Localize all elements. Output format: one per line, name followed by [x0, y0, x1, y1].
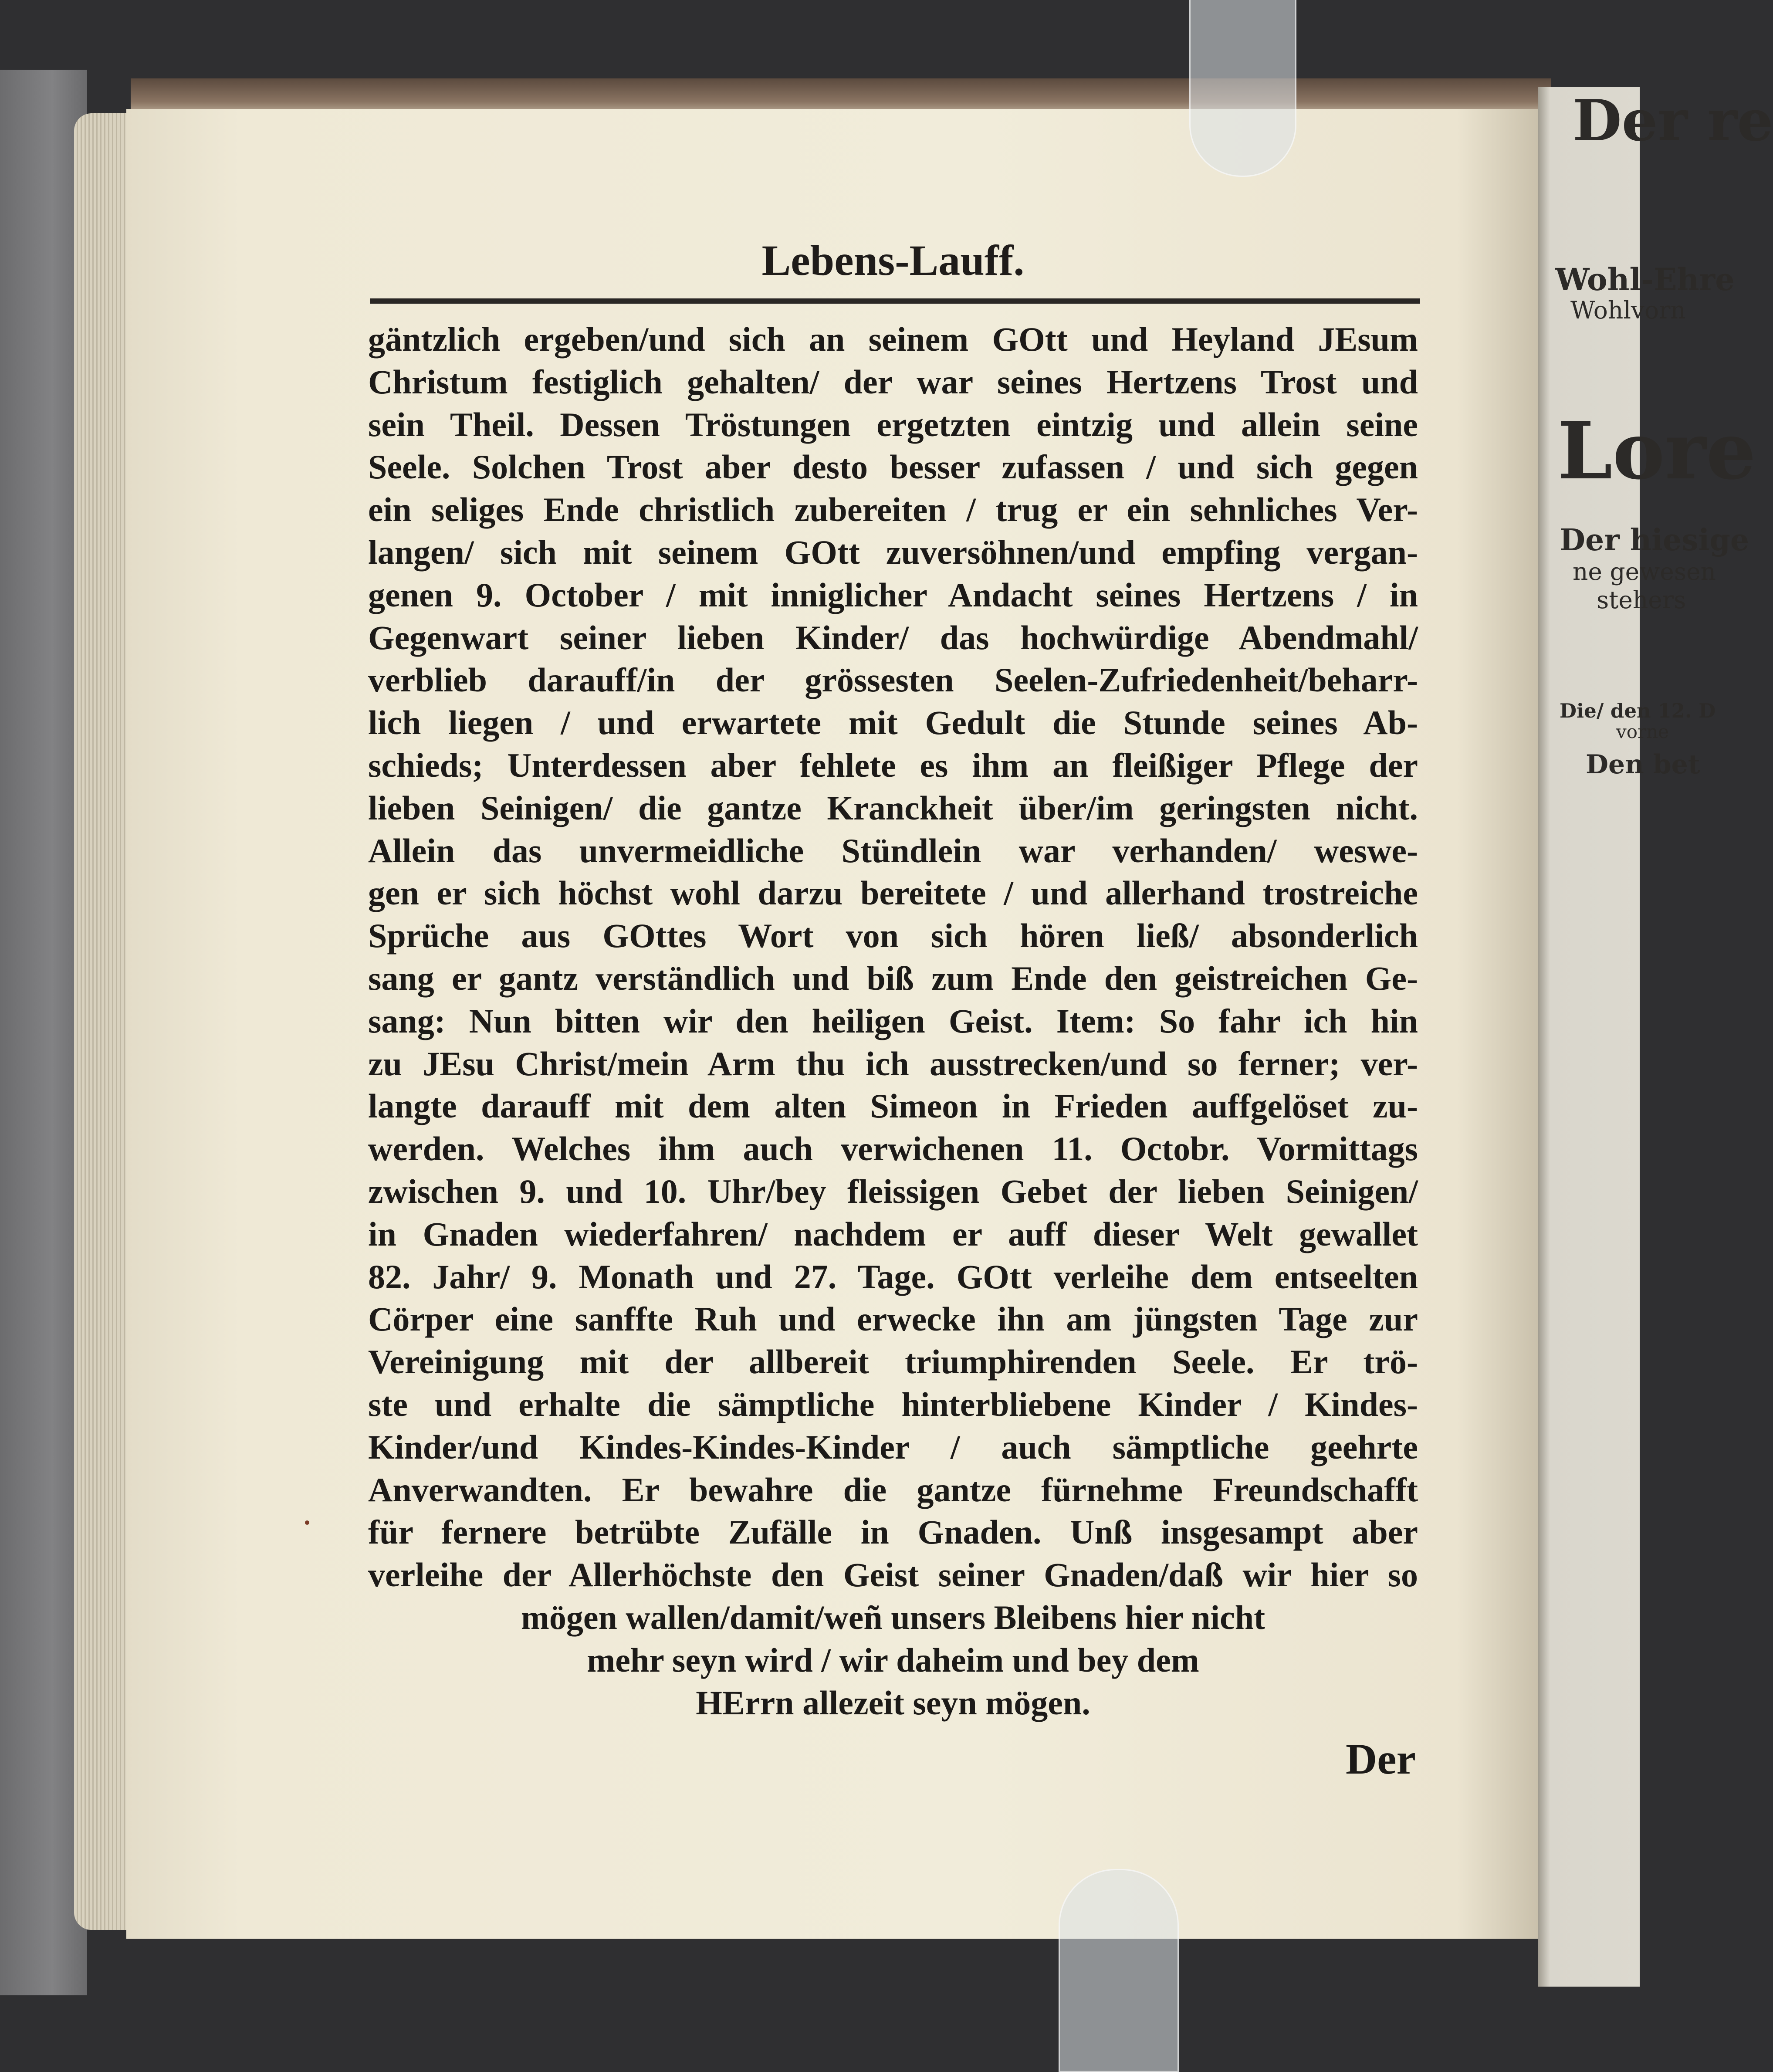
right-page-fragment: Die/ den 12. D [1560, 699, 1716, 722]
text-line: Cörper eine sanffte Ruh und erwecke ihn am jüngsten Tage zur [368, 1300, 1418, 1338]
right-page-fragment: Den bet [1586, 749, 1700, 780]
text-line: Seele. Solchen Trost aber desto besser zufassen / und sich gegen [368, 448, 1418, 486]
text-line: schieds; Unterdessen aber fehlete es ihm an fleißiger Pflege der [368, 746, 1418, 784]
closing-line: HErrn allezeit seyn mögen. [696, 1683, 1090, 1722]
body-text [368, 318, 1418, 1724]
text-line: Christum festiglich gehalten/ der war seines Hertzens Trost und [368, 362, 1418, 401]
text-line: lieben Seinigen/ die gantze Kranckheit über/im geringsten nicht. [368, 789, 1418, 827]
text-line: Allein das unvermeidliche Stündlein war verhanden/ weswe- [368, 831, 1418, 870]
text-line: ste und erhalte die sämptliche hinterbliebene Kinder / Kindes- [368, 1385, 1418, 1423]
text-line: Sprüche aus GOttes Wort von sich hören ließ/ absonderlich [368, 917, 1418, 955]
text-line: zu JEsu Christ/mein Arm thu ich ausstrecken/und so ferner; ver- [368, 1044, 1418, 1083]
text-line: ein seliges Ende christlich zubereiten / trug er ein sehnliches Ver- [368, 491, 1418, 529]
right-page-fragment: Der hiesige [1560, 523, 1749, 558]
text-line: gen er sich höchst wohl darzu bereitete / und allerhand trostreiche [368, 874, 1418, 912]
right-page-fragment: ne gewesen [1573, 558, 1716, 586]
text-line: gäntzlich ergeben/und sich an seinem GOtt und Heyland JEsum [368, 320, 1418, 358]
running-head: Lebens-Lauff. [761, 236, 1025, 284]
ink-spot [305, 1520, 309, 1525]
right-page-fragment: Lore [1557, 405, 1756, 497]
text-line: Anverwandten. Er bewahre die gantze fürnehme Freundschafft [368, 1470, 1418, 1509]
text-line: für fernere betrübte Zufälle in Gnaden. Unß insgesampt aber [368, 1513, 1418, 1551]
text-line: in Gnaden wiederfahren/ nachdem er auff dieser Welt gewallet [368, 1215, 1418, 1253]
text-line: 82. Jahr/ 9. Monath und 27. Tage. GOtt verleihe dem entseelten [368, 1257, 1418, 1296]
right-page-fragment: vorne [1616, 721, 1669, 742]
text-line: genen 9. October / mit inniglicher Andacht seines Hertzens / in [368, 576, 1418, 614]
text-line: Vereinigung mit der allbereit triumphirenden Seele. Er trö- [368, 1343, 1418, 1381]
text-line: sang: Nun bitten wir den heiligen Geist. Item: So fahr ich hin [368, 1002, 1418, 1040]
text-line: verleihe der Allerhöchste den Geist seiner Gnaden/daß wir hier so [368, 1556, 1418, 1594]
page-holder-clip-top [1189, 0, 1296, 177]
page-edges [74, 113, 135, 1930]
catchword: Der [1346, 1735, 1416, 1783]
right-page-fragment: Wohl-Ehre [1555, 261, 1735, 298]
text-line: sang er gantz verständlich und biß zum Ende den geistreichen Ge- [368, 959, 1418, 997]
text-line: zwischen 9. und 10. Uhr/bey fleissigen Gebet der lieben Seinigen/ [368, 1172, 1418, 1210]
text-line: sein Theil. Dessen Tröstungen ergetzten eintzig und allein seine [368, 405, 1418, 444]
right-page-fragment: Der re [1573, 87, 1773, 154]
header-rule [370, 298, 1420, 304]
text-line: langen/ sich mit seinem GOtt zuversöhnen/und empfing vergan- [368, 533, 1418, 571]
right-page [1538, 87, 1773, 1987]
closing-line: mehr seyn wird / wir daheim und bey dem [587, 1641, 1199, 1679]
closing-line: mögen wallen/damit/weñ unsers Bleibens hier nicht [521, 1598, 1265, 1636]
text-line: Kinder/und Kindes-Kindes-Kinder / auch sämptliche geehrte [368, 1428, 1418, 1466]
text-line: werden. Welches ihm auch verwichenen 11. Octobr. Vormittags [368, 1130, 1418, 1168]
right-page-fragment: stehers [1597, 586, 1686, 614]
text-line: lich liegen / und erwartete mit Gedult die Stunde seines Ab- [368, 704, 1418, 742]
right-page-fragment: Wohlvorn [1570, 296, 1686, 324]
page-holder-clip-bottom [1059, 1869, 1179, 2072]
text-line: langte darauff mit dem alten Simeon in Frieden auffgelöset zu- [368, 1087, 1418, 1125]
text-line: verblieb darauff/in der grössesten Seelen-Zufriedenheit/beharr- [368, 661, 1418, 699]
text-line: Gegenwart seiner lieben Kinder/ das hochwürdige Abendmahl/ [368, 618, 1418, 657]
